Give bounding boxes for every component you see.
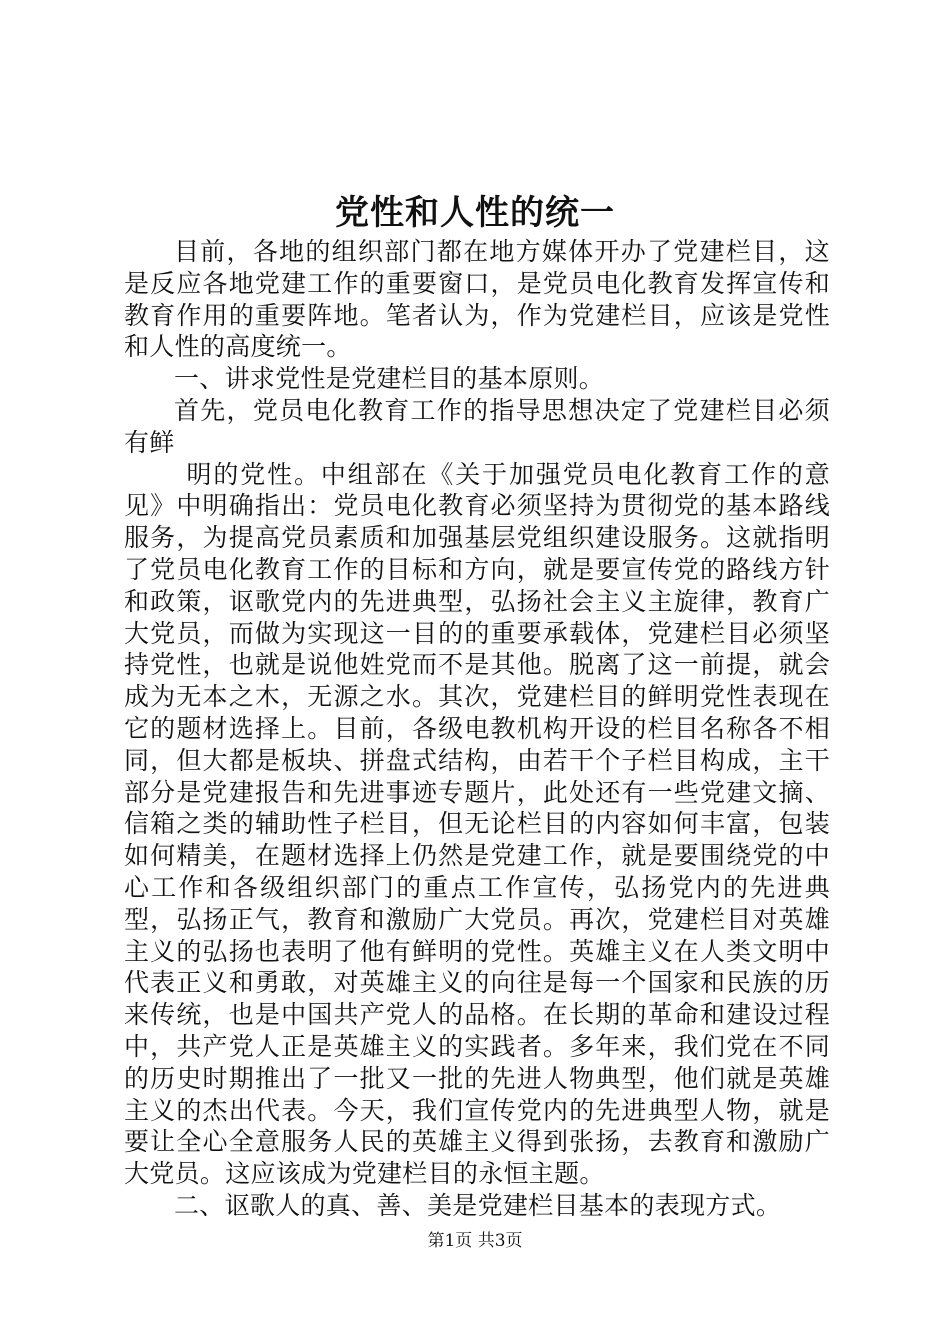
- section-heading-1: 一、讲求党性是党建栏目的基本原则。: [174, 364, 605, 394]
- paragraph-first-point: 首先，党员电化教育工作的指导思想决定了党建栏目必须有鲜: [124, 395, 830, 457]
- section-heading-2: 二、讴歌人的真、善、美是党建栏目基本的表现方式。: [174, 1190, 782, 1220]
- document-title: 党性和人性的统一: [335, 193, 615, 233]
- page-number: 第1页 共3页: [427, 1231, 523, 1251]
- document-body: [124, 236, 830, 1222]
- paragraph-main: 明的党性。中组部在《关于加强党员电化教育工作的意见》中明确指出：党员电化教育必须坚持为贯彻党的基本路线服务，为提高党员素质和加强基层党组织建设服务。这就指明了党员电化教育工作的目标和方向，就是要宣传党的路线方针和政策，讴歌党内的先进典型，弘扬社会主义主旋律，教育广大党员，而做为实现这一目的的重要承载体，党建栏目必须坚持党性，也就是说他姓党而不是其他。脱离了这一前提，就会成为无本之木，无源之水。其次，党建栏目的鲜明党性表现在它的题材选择上。目前，各级电教机构开设的栏目名称各不相同，但大都是板块、拼盘式结构，由若干个子栏目构成，主干部分是党建报告和先进事迹专题片，此处还有一些党建文摘、信箱之类的辅助性子栏目，但无论栏目的内容如何丰富，包装如何精美，在题材选择上仍然是党建工作，就是要围绕党的中心工作和各级组织部门的重点工作宣传，弘扬党内的先进典型，弘扬正气，教育和激励广大党员。再次，党建栏目对英雄主义的弘扬也表明了他有鲜明的党性。英雄主义在人类文明中代表正义和勇敢，对英雄主义的向往是每一个国家和民族的历来传统，也是中国共产党人的品格。在长期的革命和建设过程中，共产党人正是英雄主义的实践者。多年来，我们党在不同的历史时期推出了一批又一批的先进人物典型，他们就是英雄主义的杰出代表。今天，我们宣传党内的先进典型人物，就是要让全心全意服务人民的英雄主义得到张扬，去教育和激励广大党员。这应该成为党建栏目的永恒主题。: [124, 459, 830, 1189]
- paragraph-intro: 目前，各地的组织部门都在地方媒体开办了党建栏目，这是反应各地党建工作的重要窗口，是党员电化教育发挥宣传和教育作用的重要阵地。笔者认为，作为党建栏目，应该是党性和人性的高度统一。: [124, 237, 830, 362]
